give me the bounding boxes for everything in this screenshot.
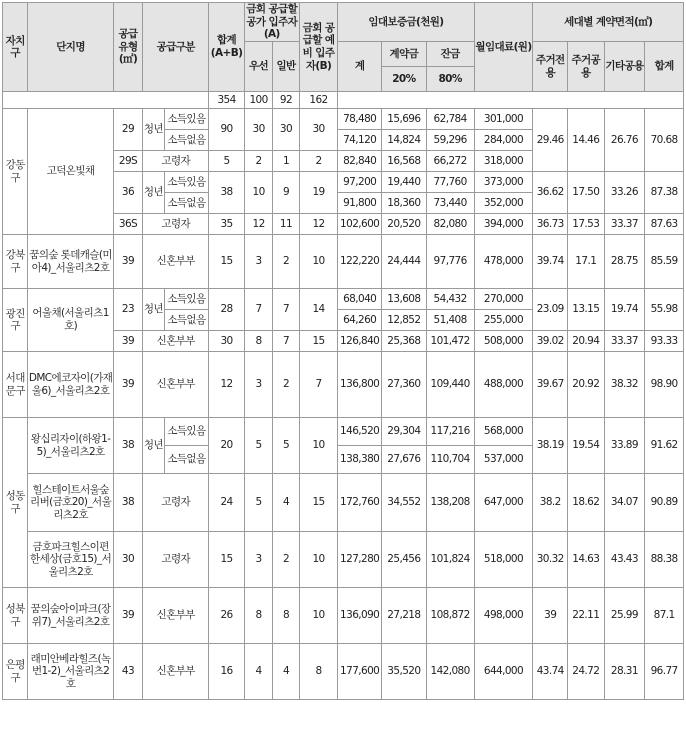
table-row: 힐스테이트서울숲리버(금호20)_서울리츠2호 38 고령자 24 5 4 15 172,760 34,552 138,208 647,000 38.2 18.62 34.07 90.89	[3, 474, 684, 532]
header-supply-category: 공급구분	[143, 3, 209, 92]
table-row: 소득없음 64,260 12,852 51,408 255,000	[3, 310, 684, 331]
complex-cell: 왕십리자이(하왕1-5)_서울리츠2호	[28, 418, 113, 474]
table-row: 36S 고령자 35 12 11 12 102,600 20,520 82,080 394,000 36.73 17.53 33.37 87.63	[3, 214, 684, 235]
header-deposit: 임대보증금(천원)	[338, 3, 474, 42]
table-row: 소득없음 138,380 27,676 110,704 537,000	[3, 446, 684, 474]
table-row: 39 신혼부부 30 8 7 15 126,840 25,368 101,472 508,000 39.02 20.94 33.37 93.33	[3, 331, 684, 352]
district-cell: 광진구	[3, 289, 28, 352]
table-row: 성북구 꿈의숲아이파크(장위7)_서울리츠2호 39 신혼부부 26 8 8 10 136,090 27,218 108,872 498,000 39 22.11 25.99 87.1	[3, 588, 684, 644]
table-row: 성동구 왕십리자이(하왕1-5)_서울리츠2호 38 청년 소득있음 20 5 5 10 146,520 29,304 117,216 568,000 38.19 19.54 33.89 91.62	[3, 418, 684, 446]
table-row: 강동구 고덕온빛채 29 청년 소득있음 90 30 30 30 78,480 15,696 62,784 301,000 29.46 14.46 26.76 70.68	[3, 109, 684, 130]
table-row: 은평구 래미안베라힐즈(녹번1-2)_서울리츠2호 43 신혼부부 16 4 4 8 177,600 35,520 142,080 644,000 43.74 24.72 28.31 96.77	[3, 644, 684, 700]
district-cell: 은평구	[3, 644, 28, 700]
complex-cell: 고덕온빛채	[28, 109, 113, 235]
complex-cell: 꿈의숲아이파크(장위7)_서울리츠2호	[28, 588, 113, 644]
complex-cell: 래미안베라힐즈(녹번1-2)_서울리츠2호	[28, 644, 113, 700]
header-down: 계약금	[382, 42, 427, 67]
table-row: 서대문구 DMC에코자이(가재울6)_서울리츠2호 39 신혼부부 12 3 2 7 136,800 27,360 109,440 488,000 39.67 20.92 38.32 98.90	[3, 352, 684, 418]
header-supply-type: 공급유형(㎡)	[113, 3, 142, 92]
complex-cell: 어울채(서울리츠1호)	[28, 289, 113, 352]
table-row: 광진구 어울채(서울리츠1호) 23 청년 소득있음 28 7 7 14 68,040 13,608 54,432 270,000 23.09 13.15 19.74 55.98	[3, 289, 684, 310]
complex-cell: 꿈의숲 롯데캐슬(미아4)_서울리츠2호	[28, 235, 113, 289]
district-cell: 성북구	[3, 588, 28, 644]
complex-cell: 금호파크힐스이편한세상(금호15)_서울리츠2호	[28, 532, 113, 588]
table-row: 금호파크힐스이편한세상(금호15)_서울리츠2호 30 고령자 15 3 2 10 127,280 25,456 101,824 518,000 30.32 14.63 43.43 88.38	[3, 532, 684, 588]
table-row: 강북구 꿈의숲 롯데캐슬(미아4)_서울리츠2호 39 신혼부부 15 3 2 10 122,220 24,444 97,776 478,000 39.74 17.1 28.75 85.59	[3, 235, 684, 289]
header-reserve-b: 금회 공급할 예비 입주자(B)	[299, 3, 338, 92]
complex-cell: 힐스테이트서울숲리버(금호20)_서울리츠2호	[28, 474, 113, 532]
housing-supply-table	[2, 2, 684, 700]
header-deposit-total: 계	[338, 42, 382, 92]
header-balance: 잔금	[426, 42, 474, 67]
header-down-pct: 20%	[382, 67, 427, 92]
table-row: 소득없음 91,800 18,360 73,440 352,000	[3, 193, 684, 214]
header-area-total: 합계	[645, 42, 684, 92]
header-general: 일반	[273, 42, 299, 92]
header-area-shared: 주거공용	[568, 42, 605, 92]
header-district: 자치구	[3, 3, 28, 92]
table-row: 소득없음 74,120 14,824 59,296 284,000	[3, 130, 684, 151]
header-area: 세대별 계약면적(㎡)	[533, 3, 684, 42]
totals-row: 354 100 92 162	[3, 92, 684, 109]
district-cell: 성동구	[3, 418, 28, 588]
header-rent: 월임대료(원)	[474, 3, 533, 92]
district-cell: 강북구	[3, 235, 28, 289]
header-supply-a: 금회 공급할 공가 입주자(A)	[244, 3, 299, 42]
complex-cell: DMC에코자이(가재울6)_서울리츠2호	[28, 352, 113, 418]
district-cell: 강동구	[3, 109, 28, 235]
header-area-other: 기타공용	[604, 42, 645, 92]
table-row: 36 청년 소득있음 38 10 9 19 97,200 19,440 77,760 373,000 36.62 17.50 33.26 87.38	[3, 172, 684, 193]
district-cell: 서대문구	[3, 352, 28, 418]
header-balance-pct: 80%	[426, 67, 474, 92]
header-total: 합계(A+B)	[209, 3, 245, 92]
table-row: 29S 고령자 5 2 1 2 82,840 16,568 66,272 318,000	[3, 151, 684, 172]
header-priority: 우선	[244, 42, 272, 92]
header-complex: 단지명	[28, 3, 113, 92]
header-area-exclusive: 주거전용	[533, 42, 568, 92]
